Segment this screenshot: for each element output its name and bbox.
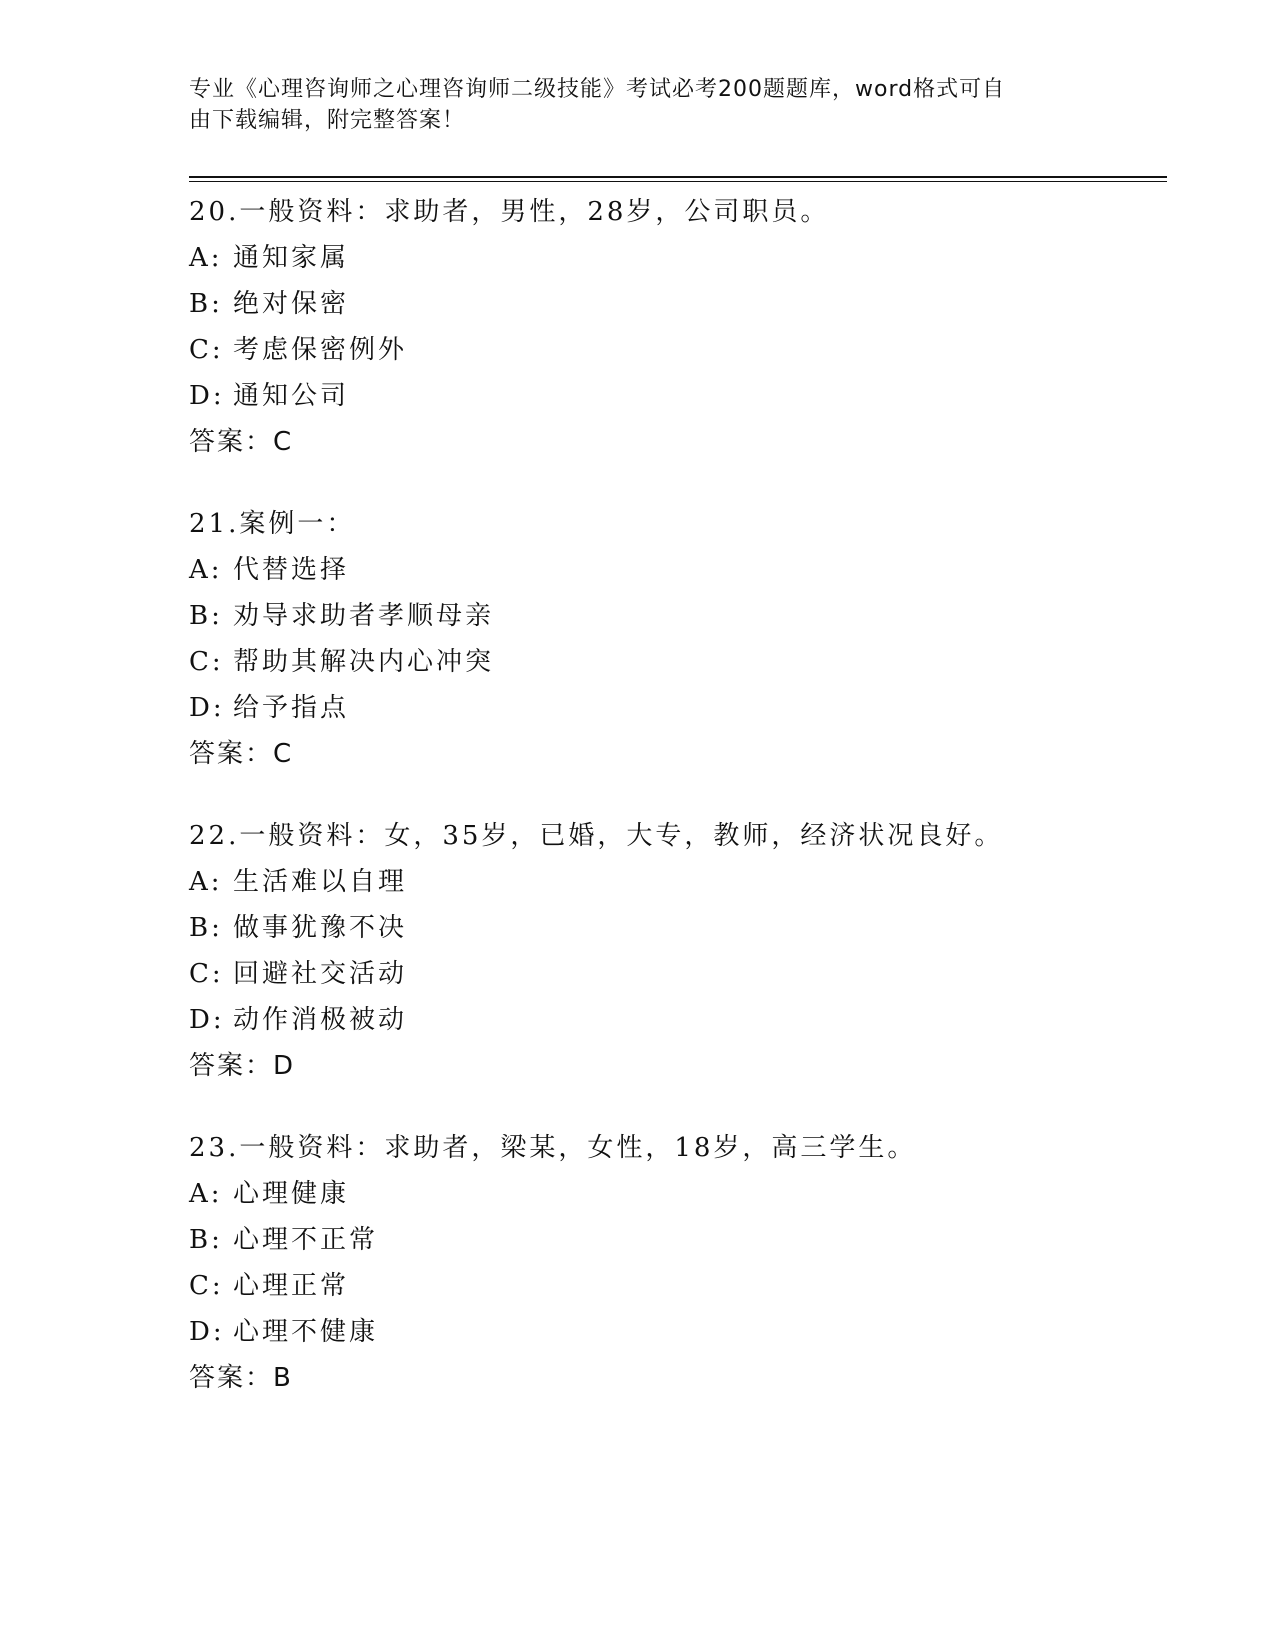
option-b [189, 281, 1169, 327]
option-text: 给予指点 [233, 693, 350, 723]
option-b [189, 905, 1169, 951]
option-text: 心理不正常 [233, 1225, 379, 1255]
option-d [189, 685, 1169, 731]
option-b [189, 593, 1169, 639]
option-a [189, 859, 1169, 905]
option-d [189, 1309, 1169, 1355]
option-c [189, 327, 1169, 373]
option-letter: D: [189, 693, 225, 723]
option-c [189, 951, 1169, 997]
option-text: 心理健康 [233, 1179, 350, 1209]
question-23 [189, 1125, 1169, 1401]
answer-line: 答案：C [189, 427, 294, 457]
option-c [189, 639, 1169, 685]
option-letter: C: [189, 959, 224, 989]
option-a [189, 235, 1169, 281]
option-text: 心理正常 [233, 1271, 350, 1301]
option-letter: A: [189, 243, 223, 273]
header-divider [189, 176, 1167, 182]
answer-line: 答案：B [189, 1363, 293, 1393]
option-text: 考虑保密例外 [233, 335, 408, 365]
question-22 [189, 813, 1169, 1089]
option-text: 做事犹豫不决 [233, 913, 408, 943]
option-letter: B: [189, 601, 223, 631]
option-letter: D: [189, 381, 225, 411]
option-letter: B: [189, 1225, 223, 1255]
option-d [189, 373, 1169, 419]
option-letter: C: [189, 647, 224, 677]
question-stem: 23.一般资料：求助者，梁某，女性，18岁，高三学生。 [189, 1133, 917, 1163]
document-header [189, 74, 1069, 136]
question-stem: 20.一般资料：求助者，男性，28岁，公司职员。 [189, 197, 830, 227]
option-letter: C: [189, 1271, 224, 1301]
question-list [189, 189, 1169, 1437]
option-letter: D: [189, 1317, 225, 1347]
option-letter: D: [189, 1005, 225, 1035]
option-text: 代替选择 [233, 555, 350, 585]
option-letter: B: [189, 913, 223, 943]
header-line-2: 由下载编辑，附完整答案！ [189, 108, 466, 133]
option-text: 通知家属 [233, 243, 350, 273]
option-c [189, 1263, 1169, 1309]
option-d [189, 997, 1169, 1043]
option-letter: A: [189, 867, 223, 897]
option-text: 劝导求助者孝顺母亲 [233, 601, 495, 631]
question-21 [189, 501, 1169, 777]
question-stem: 22.一般资料：女，35岁，已婚，大专，教师，经济状况良好。 [189, 821, 1004, 851]
header-line-1: 专业《心理咨询师之心理咨询师二级技能》考试必考200题题库，word格式可自 [189, 77, 1006, 102]
option-a [189, 547, 1169, 593]
option-text: 生活难以自理 [233, 867, 408, 897]
answer-line: 答案：C [189, 739, 294, 769]
option-letter: A: [189, 555, 223, 585]
option-text: 绝对保密 [233, 289, 350, 319]
option-a [189, 1171, 1169, 1217]
option-b [189, 1217, 1169, 1263]
option-text: 帮助其解决内心冲突 [233, 647, 495, 677]
option-letter: A: [189, 1179, 223, 1209]
answer-line: 答案：D [189, 1051, 296, 1081]
option-letter: B: [189, 289, 223, 319]
option-text: 心理不健康 [233, 1317, 379, 1347]
question-stem: 21.案例一： [189, 509, 356, 539]
option-text: 通知公司 [233, 381, 350, 411]
option-text: 动作消极被动 [233, 1005, 408, 1035]
option-text: 回避社交活动 [233, 959, 408, 989]
option-letter: C: [189, 335, 224, 365]
question-20 [189, 189, 1169, 465]
